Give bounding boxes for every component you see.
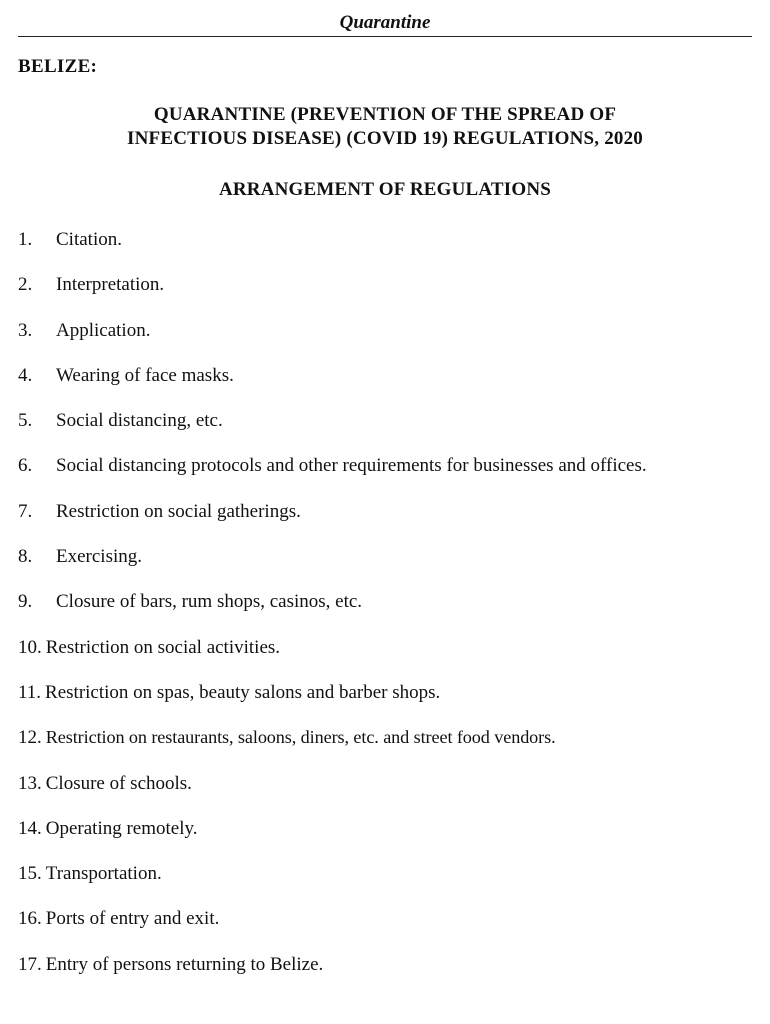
- regulation-item-12: [18, 725, 754, 750]
- country-label: BELIZE:: [18, 56, 98, 77]
- regulation-number: 8.: [18, 546, 33, 568]
- regulation-number: 17.: [18, 953, 42, 975]
- regulation-title: Citation.: [56, 229, 122, 250]
- regulation-title: Social distancing protocols and other requirements for businesses and offices.: [56, 455, 647, 477]
- regulation-item-10: [18, 635, 754, 660]
- regulation-title: Application.: [56, 319, 151, 341]
- regulation-item-7: [18, 499, 754, 524]
- regulation-item-14: [18, 816, 754, 841]
- regulation-title: Restriction on social gatherings.: [56, 500, 301, 522]
- regulation-number: 15.: [18, 863, 42, 885]
- regulation-title: Entry of persons returning to Belize.: [45, 953, 324, 975]
- regulation-item-1: [18, 227, 754, 252]
- arrangement-heading: ARRANGEMENT OF REGULATIONS: [218, 179, 552, 200]
- regulation-title: Ports of entry and exit.: [45, 908, 220, 930]
- regulation-number: 16.: [18, 908, 42, 930]
- regulation-title: Wearing of face masks.: [56, 364, 234, 386]
- regulation-title: Transportation.: [45, 863, 162, 885]
- regulation-title: Social distancing, etc.: [56, 410, 223, 432]
- regulation-number: 5.: [18, 410, 33, 432]
- regulation-title: Restriction on restaurants, saloons, diners, etc. and street food vendors.: [45, 727, 556, 748]
- document-title-line-1: QUARANTINE (PREVENTION OF THE SPREAD OF: [153, 104, 617, 125]
- regulation-title: Restriction on social activities.: [45, 636, 281, 658]
- regulation-item-13: [18, 771, 754, 796]
- document-title: [18, 103, 752, 151]
- regulation-number: 6.: [18, 455, 33, 477]
- regulation-title: Interpretation.: [56, 274, 165, 296]
- regulation-number: 10.: [18, 636, 42, 658]
- regulation-number: 9.: [18, 591, 33, 613]
- regulation-number: 13.: [18, 772, 42, 794]
- document-title-line-2: INFECTIOUS DISEASE) (COVID 19) REGULATIONS, 2020: [127, 128, 643, 149]
- regulation-number: 12.: [18, 727, 42, 749]
- regulation-item-8: [18, 544, 754, 569]
- regulation-item-5: [18, 408, 754, 433]
- regulation-item-15: [18, 861, 754, 886]
- running-header-title: Quarantine: [339, 12, 431, 33]
- regulation-item-6: [18, 453, 754, 478]
- regulation-title: Exercising.: [56, 546, 143, 568]
- regulation-item-11: [18, 680, 754, 705]
- regulation-title: Closure of bars, rum shops, casinos, etc.: [56, 591, 363, 613]
- regulation-item-2: [18, 272, 754, 297]
- running-header: [18, 10, 752, 37]
- regulation-item-16: [18, 906, 754, 931]
- regulation-item-17: [18, 952, 754, 977]
- regulation-number: 14.: [18, 817, 42, 839]
- regulation-number: 4.: [18, 364, 33, 386]
- regulation-number: 2.: [18, 274, 33, 296]
- regulation-number: 7.: [18, 500, 33, 522]
- regulation-item-3: [18, 318, 754, 343]
- regulation-number: 11.: [18, 681, 42, 703]
- regulation-title: Closure of schools.: [45, 772, 192, 794]
- regulation-title: Operating remotely.: [45, 817, 198, 839]
- regulation-title: Restriction on spas, beauty salons and barber shops.: [45, 681, 441, 703]
- regulations-list: [18, 227, 754, 997]
- regulation-item-4: [18, 363, 754, 388]
- regulation-number: 1.: [18, 229, 33, 250]
- regulation-item-9: [18, 589, 754, 614]
- regulation-number: 3.: [18, 319, 33, 341]
